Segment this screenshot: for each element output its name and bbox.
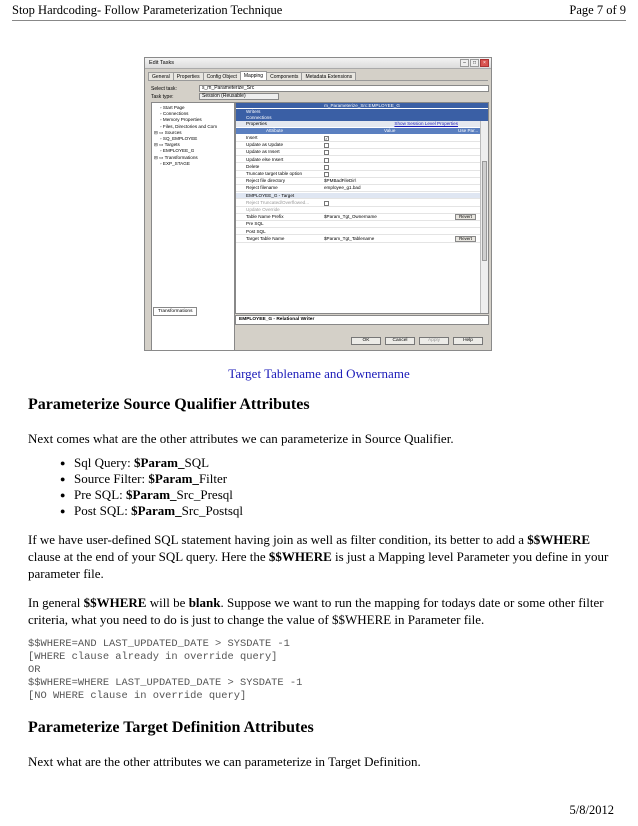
grid-row[interactable]	[236, 157, 480, 164]
section1-intro: Next comes what are the other attributes we can parameterize in Source Qualifier.	[28, 431, 454, 446]
maximize-icon[interactable]: □	[470, 59, 479, 67]
code-block	[28, 638, 618, 703]
grid-column-header	[236, 128, 480, 134]
footer-date: 5/8/2012	[569, 803, 614, 817]
grid-row[interactable]	[236, 214, 480, 221]
grid-row[interactable]	[236, 236, 480, 243]
revert-button[interactable]: Revert	[455, 214, 476, 220]
folder-icon: ⊟ ▭	[154, 129, 165, 135]
revert-button[interactable]: Revert	[455, 236, 476, 242]
sq-attribute-item	[74, 455, 618, 471]
sq-item-param: $Param_	[126, 487, 177, 502]
task-type-value: Session (Reusable)	[199, 93, 279, 100]
grid-row[interactable]	[236, 229, 480, 236]
section2-intro: Next what are the other attributes we can parameterize in Target Definition.	[28, 754, 421, 769]
tab-properties[interactable]: Properties	[173, 72, 204, 81]
sq-item-param: $Param_	[131, 503, 182, 518]
blank-bold-1: $$WHERE	[83, 595, 147, 610]
code-line: OR	[28, 664, 41, 676]
blank-text-2: will be	[146, 595, 189, 610]
sq-item-param: $Param_	[148, 471, 199, 486]
grid-row[interactable]	[236, 135, 480, 142]
tree-item[interactable]	[154, 161, 232, 167]
grid-row[interactable]	[236, 193, 480, 200]
sq-item-param: $Param_	[133, 455, 185, 470]
node-icon: ◦	[160, 117, 163, 123]
grid-row-attribute: Truncate target table option	[246, 171, 303, 176]
column-value: Value	[384, 128, 396, 133]
node-icon: ◦	[160, 148, 163, 154]
sq-attribute-item	[74, 487, 618, 503]
sq-item-label: Post SQL:	[74, 503, 132, 518]
tree-item-label: Files, Directories and Com	[162, 123, 218, 129]
tree-item-label: SQ_EMPLOYEE	[162, 136, 198, 142]
tab-divider	[148, 80, 488, 81]
sq-item-label: Sql Query:	[74, 455, 134, 470]
grid-row-checkbox[interactable]	[324, 158, 329, 163]
grid-row-attribute: Table Name Prefix	[246, 214, 284, 220]
main-content	[28, 396, 618, 770]
select-task-dropdown[interactable]: s_m_Parameterize_Src	[199, 85, 489, 92]
code-line: [WHERE clause already in override query]	[28, 651, 278, 663]
where-text-1: If we have user-defined SQL statement having join as well as filter condition, its better to add a	[28, 532, 528, 547]
code-line: $$WHERE=WHERE LAST_UPDATED_DATE > SYSDATE -1	[28, 677, 303, 689]
cancel-button[interactable]: Cancel	[385, 337, 415, 345]
section1-heading: Parameterize Source Qualifier Attributes	[28, 396, 310, 413]
grid-scrollbar[interactable]	[480, 121, 488, 313]
grid-row-value[interactable]: $PMBadFileDir\	[324, 178, 357, 184]
sq-attribute-item	[74, 471, 618, 487]
grid-row-attribute: Insert	[246, 135, 258, 140]
grid-row-attribute: Update as Insert	[246, 149, 280, 155]
grid-title: m_Parameterize_Src:EMPLOYEE_G	[236, 103, 488, 108]
window-title: Edit Tasks	[149, 60, 174, 66]
sq-item-label: Source Filter:	[74, 471, 149, 486]
page-number: Page 7 of 9	[569, 3, 626, 17]
grid-row-attribute: Pre SQL	[246, 221, 264, 227]
grid-row-checkbox[interactable]	[324, 143, 329, 148]
grid-row-value[interactable]: $Param_Tgt_Tablename	[324, 235, 375, 241]
sq-item-suffix: Filter	[198, 471, 228, 486]
sq-item-label: Pre SQL:	[74, 487, 126, 502]
node-icon: ◦	[160, 123, 163, 129]
section-connections[interactable]: Connections	[236, 115, 488, 121]
grid-scroll-thumb[interactable]	[482, 161, 487, 261]
grid-row-attribute: Reject file directory	[246, 178, 286, 184]
document-title: Stop Hardcoding- Follow Parameterization Technique	[12, 3, 283, 17]
show-session-properties-link[interactable]: Show Session Level Properties	[394, 121, 458, 126]
blank-bold-2: blank	[188, 595, 221, 610]
tab-metadata-extensions[interactable]: Metadata Extensions	[301, 72, 356, 81]
tree-item-label: Memory Properties	[162, 117, 202, 123]
tab-config-object[interactable]: Config Object	[203, 72, 241, 81]
grid-row-attribute: Reject filename	[246, 185, 278, 191]
where-paragraph	[28, 531, 618, 582]
header-rule	[12, 20, 626, 21]
grid-row-checkbox[interactable]: ✓	[325, 136, 329, 141]
node-icon: ◦	[160, 160, 163, 166]
grid-row[interactable]	[236, 185, 480, 192]
grid-row-attribute: Update else Insert	[246, 156, 284, 162]
section-writers[interactable]: Writers	[236, 109, 488, 115]
grid-row-checkbox[interactable]	[324, 165, 329, 170]
column-attribute: Attribute	[266, 128, 284, 133]
select-task-label: Select task:	[151, 86, 177, 92]
tree-tab-transformations[interactable]: Transformations	[153, 307, 197, 316]
grid-row[interactable]	[236, 164, 480, 171]
section-properties-label: Properties	[246, 121, 267, 126]
grid-row-attribute: Update Override	[246, 207, 280, 212]
blank-text-3: . Suppose we want to run the mapping for todays date or some other filter criteria, what you need to do is just to change the value of $$WHERE in Parameter file.	[28, 595, 604, 627]
close-icon[interactable]: ×	[480, 59, 489, 67]
grid-row[interactable]	[236, 178, 480, 185]
grid-row[interactable]	[236, 221, 480, 228]
sq-item-suffix: SQL	[184, 455, 210, 470]
folder-icon: ⊟ ▭	[154, 142, 165, 148]
where-text-2: clause at the end of your SQL query. Here the	[28, 549, 269, 564]
tree-item-label: Transformations	[164, 154, 198, 160]
blank-paragraph	[28, 594, 618, 628]
tree-item-label: Connections	[162, 111, 189, 117]
grid-row[interactable]	[236, 149, 480, 156]
section2-heading: Parameterize Target Definition Attributes	[28, 719, 314, 736]
code-line: $$WHERE=AND LAST_UPDATED_DATE > SYSDATE -1	[28, 638, 290, 650]
grid-row-attribute: Reject Truncated/Overflowed...	[246, 199, 310, 205]
folder-icon: ⊟ ▭	[154, 154, 165, 160]
grid-row-value[interactable]: $Param_Tgt_Ownername	[324, 214, 377, 220]
status-panel: EMPLOYEE_G - Relational Writer	[235, 315, 489, 325]
grid-row-checkbox[interactable]	[324, 172, 329, 177]
tree-item-label: EMPLOYEE_G	[162, 148, 195, 154]
sq-item-suffix: Src_Postsql	[181, 503, 244, 518]
tab-mapping[interactable]: Mapping	[240, 71, 267, 80]
grid-row[interactable]	[236, 142, 480, 149]
grid-row[interactable]	[236, 207, 480, 214]
grid-row-attribute: Update as Update	[246, 142, 284, 148]
where-bold-1: $$WHERE	[527, 532, 591, 547]
grid-row-checkbox[interactable]	[324, 201, 329, 206]
dialog-buttons	[351, 337, 483, 345]
column-use-param: Use Par...	[458, 128, 479, 133]
grid-row[interactable]	[236, 200, 480, 207]
where-bold-2: $$WHERE	[268, 549, 332, 564]
page-header	[12, 3, 626, 19]
grid-row[interactable]	[236, 171, 480, 178]
node-icon: ◦	[160, 105, 163, 110]
tree-item-label: EXP_STAGE	[162, 160, 190, 166]
grid-row-value[interactable]: employee_g1.bad	[324, 185, 361, 191]
grid-row-attribute: Delete	[246, 163, 260, 169]
task-type-label: Task type:	[151, 94, 174, 100]
sq-item-suffix: Src_Presql	[176, 487, 233, 502]
help-button[interactable]: Help	[453, 337, 483, 345]
window-titlebar	[145, 58, 491, 69]
apply-button[interactable]: Apply	[419, 337, 449, 345]
edit-tasks-screenshot	[144, 57, 492, 351]
figure-caption: Target Tablename and Ownername	[228, 366, 410, 381]
sq-attribute-list	[28, 455, 618, 519]
node-icon: ◦	[160, 136, 163, 142]
where-text-3: is just a Mapping level Parameter you define in your parameter file.	[28, 549, 609, 581]
minimize-icon[interactable]: –	[460, 59, 469, 67]
node-icon: ◦	[160, 111, 163, 117]
grid-row-attribute: Target Table Name	[246, 235, 285, 241]
blank-text-1: In general	[28, 595, 84, 610]
code-line: [NO WHERE clause in override query]	[28, 690, 247, 702]
tree-item-label: Targets	[164, 142, 180, 148]
grid-row-attribute: Post SQL	[246, 228, 266, 234]
tab-general[interactable]: General	[148, 72, 174, 81]
window-controls	[460, 59, 489, 67]
section-properties[interactable]	[236, 121, 488, 127]
attribute-grid	[235, 102, 489, 314]
tab-components[interactable]: Components	[266, 72, 302, 81]
grid-row-checkbox[interactable]	[324, 150, 329, 155]
sq-attribute-item	[74, 503, 618, 519]
grid-row-attribute: EMPLOYEE_G - Target	[246, 192, 295, 198]
tree-item-label: Start Page	[162, 105, 185, 110]
ok-button[interactable]: OK	[351, 337, 381, 345]
tree-item-label: Sources	[164, 129, 182, 135]
